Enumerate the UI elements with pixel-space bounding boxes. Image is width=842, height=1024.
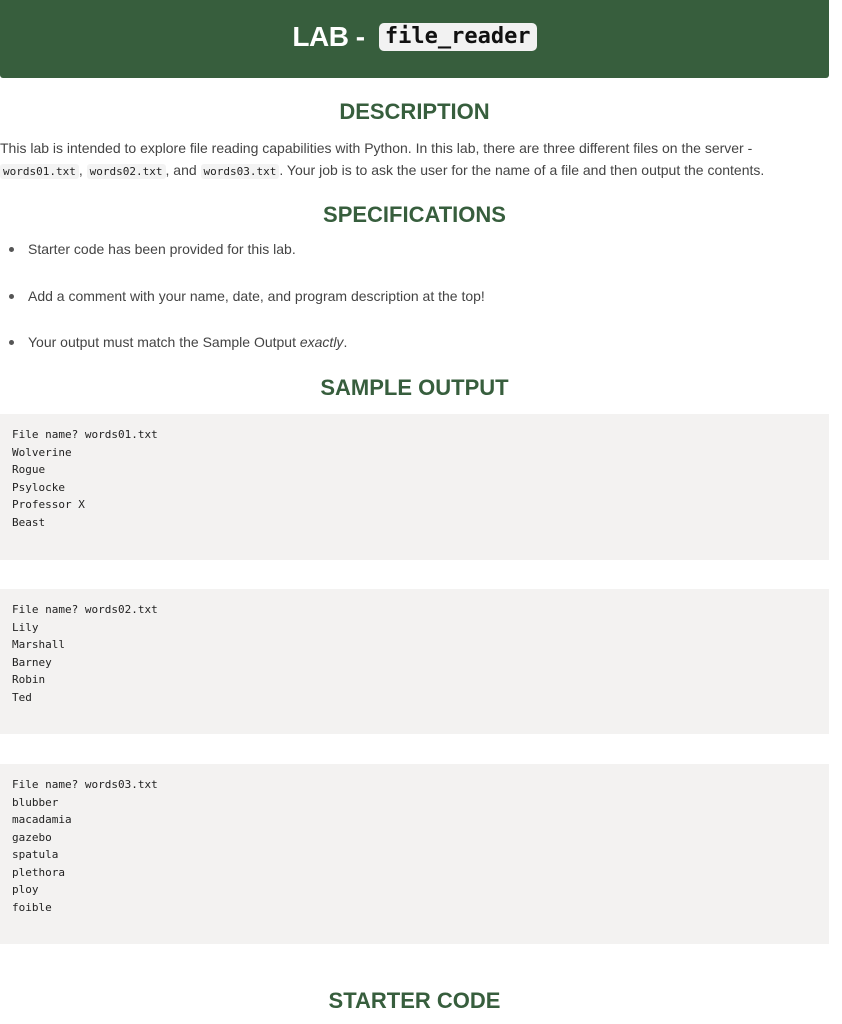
sample-output-text-3: File name? words03.txt blubber macadamia gazebo spatula plethora ploy foible: [12, 778, 158, 914]
list-item: [0, 238, 829, 285]
description-sep-2: , and: [165, 162, 201, 178]
sample-output-heading: SAMPLE OUTPUT: [320, 375, 509, 400]
description-sep-1: ,: [78, 162, 83, 178]
filename-words01: words01.txt: [0, 164, 79, 179]
list-item: [0, 331, 829, 378]
sample-output-block-2: [0, 589, 829, 734]
page-title-prefix: LAB -: [292, 21, 372, 52]
spec-text-before: Your output must match the Sample Output: [28, 334, 300, 350]
description-paragraph: [0, 137, 829, 183]
spec-text-after: .: [343, 334, 348, 350]
description-heading: DESCRIPTION: [339, 99, 490, 124]
sample-output-text-2: File name? words02.txt Lily Marshall Barney Robin Ted: [12, 603, 158, 704]
filename-words03: words03.txt: [201, 164, 280, 179]
spec-text: Add a comment with your name, date, and program description at the top!: [28, 287, 485, 304]
description-text-2: . Your job is to ask the user for the name of a file and then output the contents.: [279, 162, 765, 178]
sample-output-text-1: File name? words01.txt Wolverine Rogue Psylocke Professor X Beast: [12, 428, 158, 529]
bullet-icon: [9, 340, 14, 345]
list-item: [0, 285, 829, 332]
specifications-list: [0, 238, 829, 378]
page-title: [292, 21, 536, 53]
spec-text: Starter code has been provided for this lab.: [28, 241, 296, 257]
specifications-heading: SPECIFICATIONS: [323, 202, 506, 227]
bullet-icon: [9, 294, 14, 299]
page-title-code: file_reader: [379, 23, 537, 51]
sample-output-block-3: [0, 764, 829, 944]
description-text-1: This lab is intended to explore file reading capabilities with Python. In this lab, there are three different files on the server -: [0, 140, 753, 156]
sample-output-block-1: [0, 414, 829, 560]
bullet-icon: [9, 247, 14, 252]
starter-code-heading: STARTER CODE: [328, 988, 501, 1013]
title-banner: [0, 0, 829, 78]
spec-emphasis: exactly: [299, 334, 344, 350]
filename-words02: words02.txt: [87, 164, 166, 179]
